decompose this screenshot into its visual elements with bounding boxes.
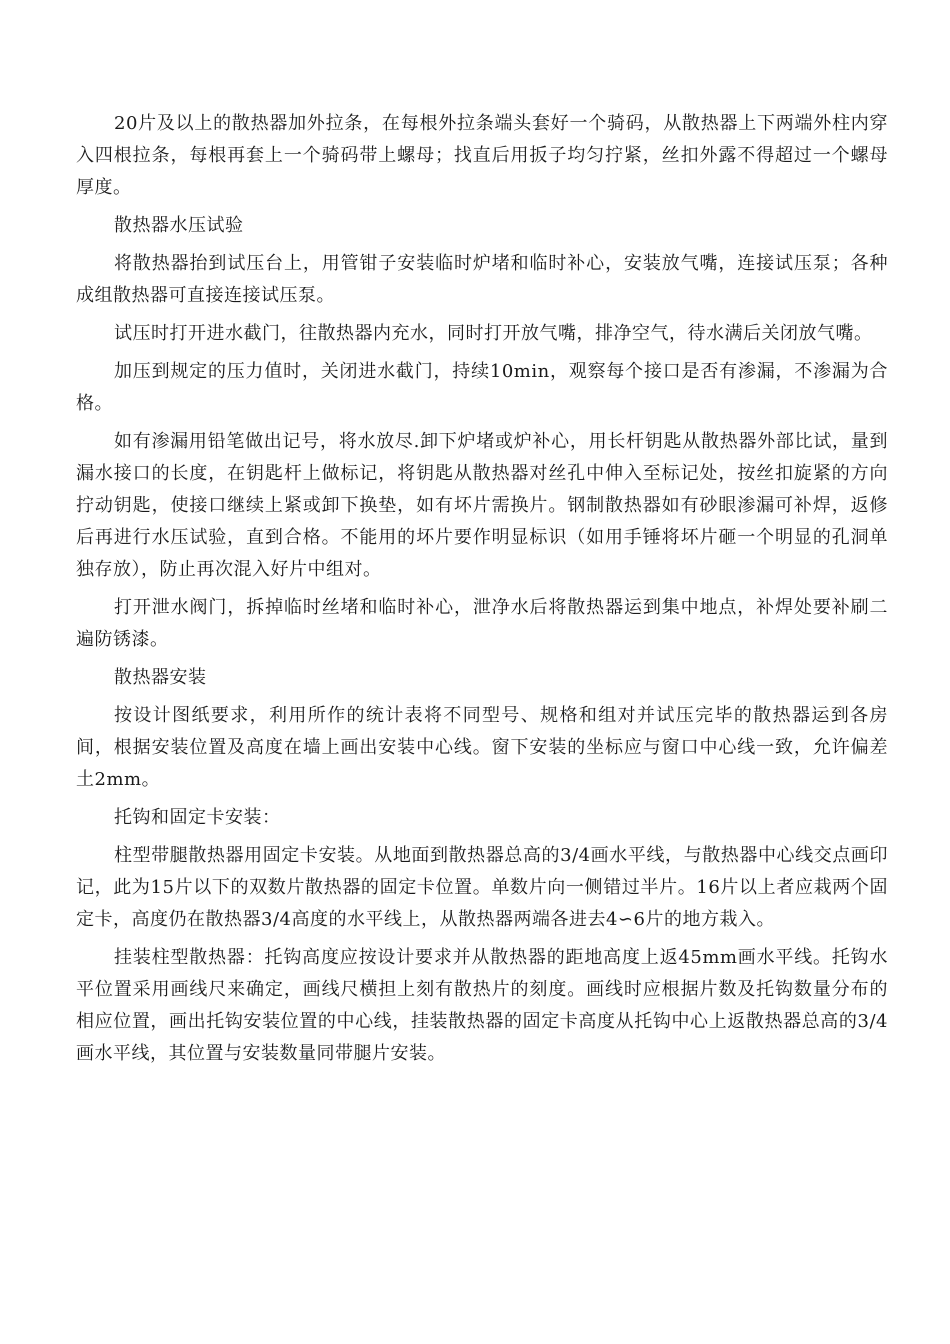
paragraph-fixed-clamps: 柱型带腿散热器用固定卡安装。从地面到散热器总高的3/4画水平线，与散热器中心线交点画印记，此为15片以下的双数片散热器的固定卡位置。单数片向一侧错过半片。16片以上者应栽两个固定卡，高度仍在散热器3/4高度的水平线上，从散热器两端各进去4∽6片的地方栽入。 bbox=[76, 845, 888, 930]
paragraph-wall-hung: 挂装柱型散热器：托钩高度应按设计要求并从散热器的距地高度上返45mm画水平线。托钩水平位置采用画线尺来确定，画线尺横担上刻有散热片的刻度。画线时应根据片数及托钩数量分布的相应位置，画出托钩安装位置的中心线，挂装散热器的固定卡高度从托钩中心上返散热器总高的3/4画水平线，其位置与安装数量同带腿片安装。 bbox=[76, 947, 888, 1064]
paragraph-test-setup: 将散热器抬到试压台上，用管钳子安装临时炉堵和临时补心，安装放气嘴，连接试压泵；各种成组散热器可直接连接试压泵。 bbox=[76, 253, 888, 306]
paragraph-fill-water: 试压时打开进水截门，往散热器内充水，同时打开放气嘴，排净空气，待水满后关闭放气嘴。 bbox=[114, 323, 873, 344]
paragraph-pressurize: 加压到规定的压力值时，关闭进水截门，持续10min，观察每个接口是否有渗漏，不渗漏为合格。 bbox=[76, 361, 888, 414]
paragraph-pull-rods: 20片及以上的散热器加外拉条，在每根外拉条端头套好一个骑码，从散热器上下两端外柱内穿入四根拉条，每根再套上一个骑码带上螺母；找直后用扳子均匀拧紧，丝扣外露不得超过一个螺母厚度。 bbox=[76, 113, 888, 198]
heading-pressure-test: 散热器水压试验 bbox=[114, 215, 244, 236]
paragraph-leak-repair: 如有渗漏用铅笔做出记号，将水放尽.卸下炉堵或炉补心，用长杆钥匙从散热器外部比试，量到漏水接口的长度，在钥匙杆上做标记，将钥匙从散热器对丝孔中伸入至标记处，按丝扣旋紧的方向拧动钥匙，使接口继续上紧或卸下换垫，如有坏片需换片。钢制散热器如有砂眼渗漏可补焊，返修后再进行水压试验，直到合格。不能用的坏片要作明显标识（如用手锤将坏片砸一个明显的孔洞单独存放），防止再次混入好片中组对。 bbox=[76, 431, 888, 580]
heading-installation: 散热器安装 bbox=[114, 667, 207, 688]
heading-hooks-clamps: 托钩和固定卡安装： bbox=[114, 807, 281, 828]
paragraph-drain: 打开泄水阀门，拆掉临时丝堵和临时补心，泄净水后将散热器运到集中地点，补焊处要补刷二遍防锈漆。 bbox=[76, 597, 888, 650]
paragraph-layout-centerline: 按设计图纸要求，利用所作的统计表将不同型号、规格和组对并试压完毕的散热器运到各房间，根据安装位置及高度在墙上画出安装中心线。窗下安装的坐标应与窗口中心线一致，允许偏差土2mm。 bbox=[76, 705, 888, 790]
document-page bbox=[76, 108, 888, 1076]
